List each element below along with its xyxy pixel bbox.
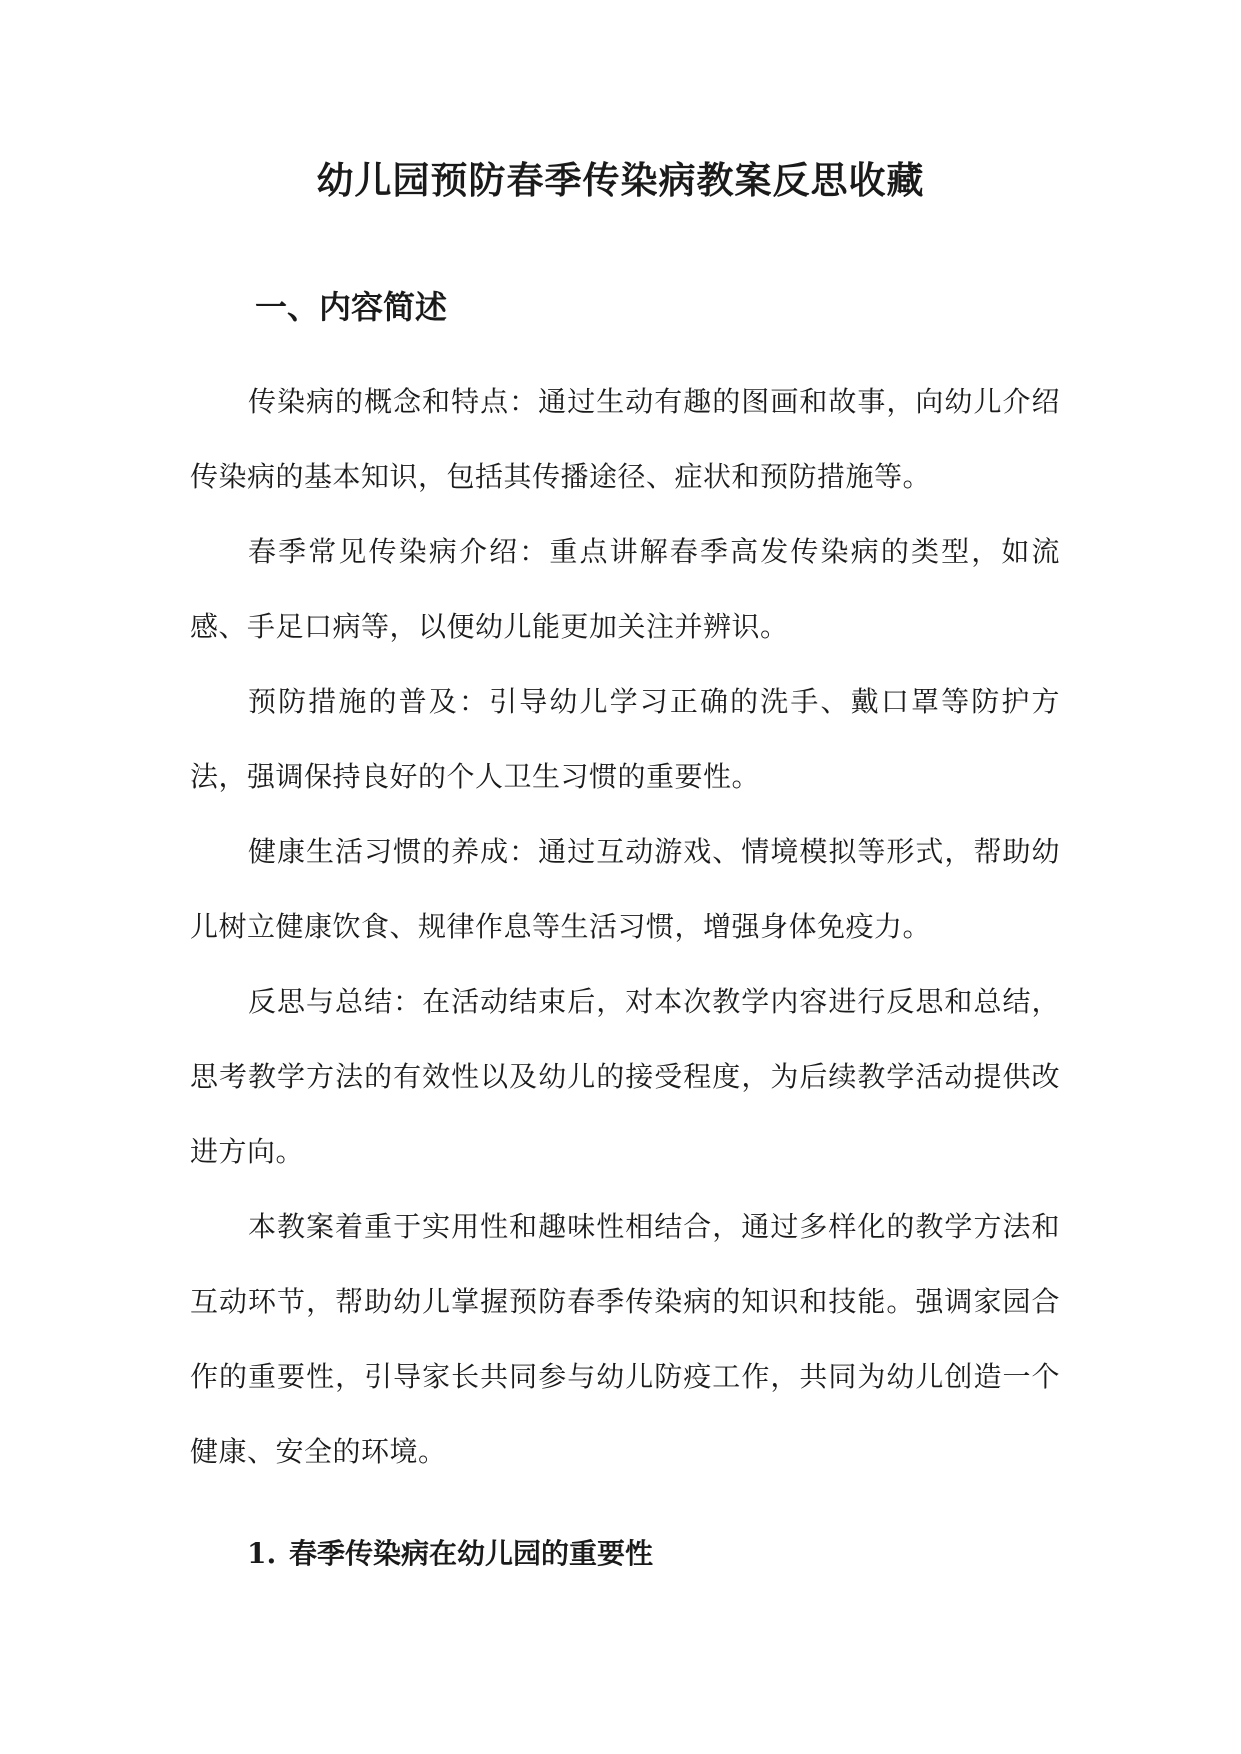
subheading	[247, 1532, 653, 1572]
paragraph-healthy-habits: 健康生活习惯的养成：通过互动游戏、情境模拟等形式，帮助幼儿树立健康饮食、规律作息等生活习惯，增强身体免疫力。	[190, 835, 1060, 943]
paragraph-prevention-measures: 预防措施的普及：引导幼儿学习正确的洗手、戴口罩等防护方法，强调保持良好的个人卫生习惯的重要性。	[190, 685, 1060, 793]
document-title: 幼儿园预防春季传染病教案反思收藏	[316, 158, 925, 202]
paragraph-spring-diseases: 春季常见传染病介绍：重点讲解春季高发传染病的类型，如流感、手足口病等，以便幼儿能更加关注并辨识。	[190, 535, 1060, 643]
paragraph-reflection-summary: 反思与总结：在活动结束后，对本次教学内容进行反思和总结，思考教学方法的有效性以及幼儿的接受程度，为后续教学活动提供改进方向。	[190, 985, 1060, 1168]
subheading-text: 春季传染病在幼儿园的重要性	[289, 1537, 654, 1570]
paragraph-infectious-disease-concept: 传染病的概念和特点：通过生动有趣的图画和故事，向幼儿介绍传染病的基本知识，包括其传播途径、症状和预防措施等。	[190, 385, 1060, 493]
subheading-number: 1.	[247, 1537, 277, 1570]
section-heading: 一、内容简述	[255, 288, 448, 326]
paragraph-lesson-plan-overview: 本教案着重于实用性和趣味性相结合，通过多样化的教学方法和互动环节，帮助幼儿掌握预防春季传染病的知识和技能。强调家园合作的重要性，引导家长共同参与幼儿防疫工作，共同为幼儿创造一个健康、安全的环境。	[190, 1210, 1060, 1468]
body-text	[190, 364, 1060, 1489]
